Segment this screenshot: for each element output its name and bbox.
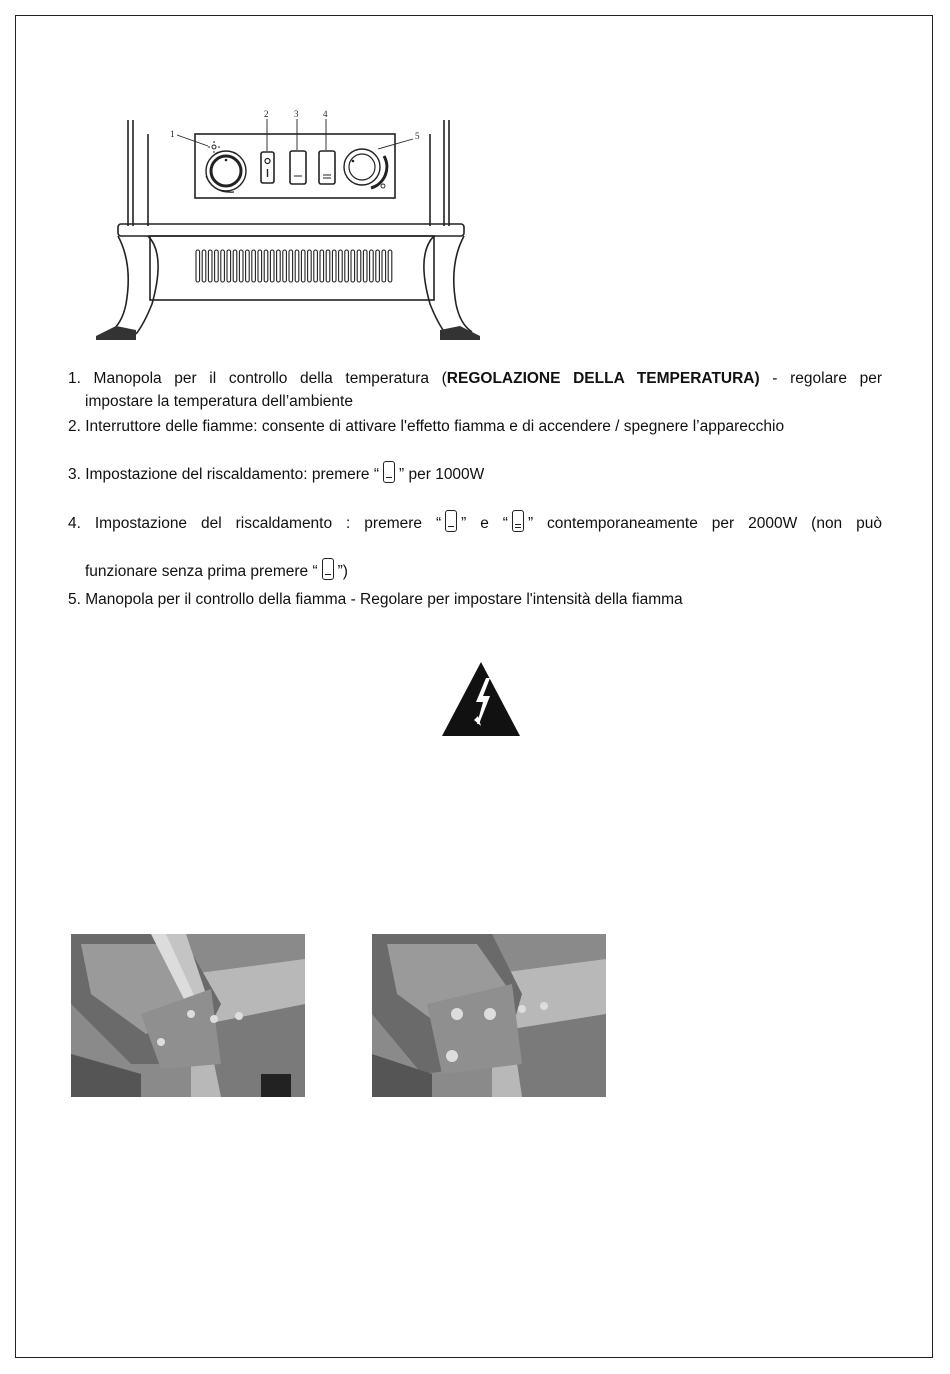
grille-slot	[295, 250, 299, 282]
grille-slot	[382, 250, 386, 282]
control-panel-diagram	[88, 104, 488, 354]
electric-shock-warning-icon	[440, 660, 522, 738]
instruction-1-line-1: 1. Manopola per il controllo della temperatura (REGOLAZIONE DELLA TEMPERATURA) - regolare per	[68, 370, 883, 387]
single-bar-button-icon	[322, 558, 334, 580]
instruction-4-line-2: funzionare senza prima premere “ ”)	[68, 558, 899, 582]
grille-slot	[196, 250, 200, 282]
grille-slot	[202, 250, 206, 282]
grille-slot	[215, 250, 219, 282]
grille-slot	[264, 250, 268, 282]
grille-slot	[363, 250, 367, 282]
grille-slot	[252, 250, 256, 282]
grille-slot	[339, 250, 343, 282]
grille-slot	[314, 250, 318, 282]
single-bar-button-icon	[445, 510, 457, 532]
grille-slot	[357, 250, 361, 282]
instruction-1-line-2: impostare la temperatura dell’ambiente	[85, 393, 353, 410]
callout-3: 3	[294, 109, 299, 119]
grille-slot	[258, 250, 262, 282]
assembly-photo-screwdriver	[71, 934, 305, 1097]
assembly-photo-fastened	[372, 934, 606, 1097]
grille-slot	[326, 250, 330, 282]
grille-slot	[221, 250, 225, 282]
double-bar-button-icon	[512, 510, 524, 532]
instruction-5: 5. Manopola per il controllo della fiamma - Regolare per impostare l'intensità della fiamma	[68, 591, 683, 608]
grille-slot	[227, 250, 231, 282]
single-bar-button-icon	[383, 461, 395, 483]
grille-slot	[283, 250, 287, 282]
callout-1: 1	[170, 129, 175, 139]
grille-slot	[351, 250, 355, 282]
instruction-4-line-1: 4. Impostazione del riscaldamento : premere “ ” e “ ” contemporaneamente per 2000W (non può	[68, 510, 882, 534]
grille-slot	[320, 250, 324, 282]
grille-slot	[233, 250, 237, 282]
callout-5: 5	[415, 131, 420, 141]
grille-slot	[388, 250, 392, 282]
grille-slot	[301, 250, 305, 282]
grille-slot	[308, 250, 312, 282]
instruction-2: 2. Interruttore delle fiamme: consente di attivare l'effetto fiamma e di accendere / spegnere l’apparecchio	[68, 418, 785, 435]
grille-slot	[289, 250, 293, 282]
grille-slot	[345, 250, 349, 282]
callout-4: 4	[323, 109, 328, 119]
grille-slot	[208, 250, 212, 282]
grille-slot	[270, 250, 274, 282]
instruction-3: 3. Impostazione del riscaldamento: premere “ ” per 1000W	[68, 461, 882, 485]
grille-slot	[277, 250, 281, 282]
grille-slot	[246, 250, 250, 282]
callout-2: 2	[264, 109, 269, 119]
grille-slot	[239, 250, 243, 282]
grille-slot	[376, 250, 380, 282]
grille-slot	[332, 250, 336, 282]
grille-slot	[370, 250, 374, 282]
